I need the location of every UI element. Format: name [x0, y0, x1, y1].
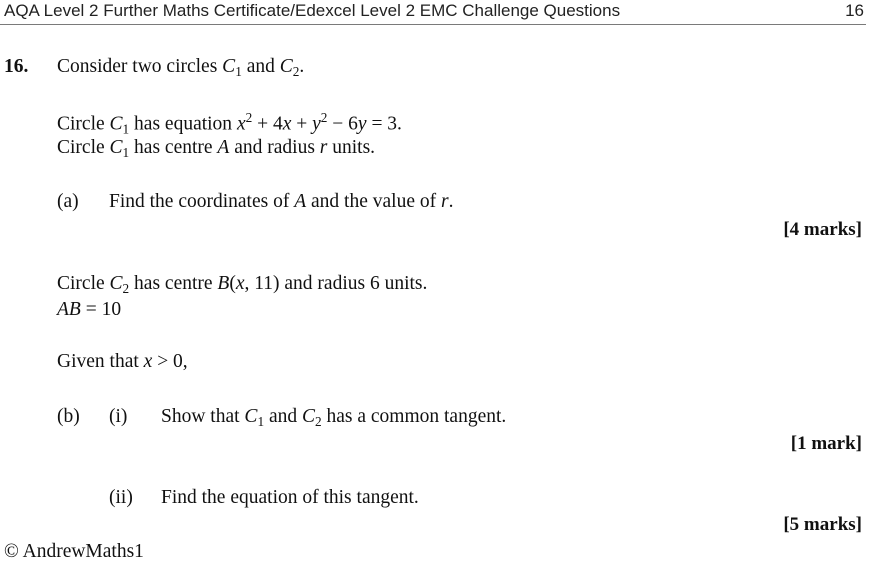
circle-c1-equation: Circle $C_1$ has equation $x^2 + 4x + y^2 - 6y = 3$. — [57, 110, 402, 137]
question-number: 16. — [4, 56, 29, 77]
copyright-footer: © AndrewMaths1 — [4, 541, 144, 562]
header-divider — [0, 24, 866, 25]
part-a-marks: [4 marks] — [783, 219, 862, 240]
ab-distance: AB = 10 — [57, 299, 122, 320]
part-b-ii-marks: [5 marks] — [783, 514, 862, 535]
part-b-ii-text: Find the equation of this tangent. — [161, 487, 419, 508]
part-b-i-label: (i) — [109, 406, 128, 427]
part-b-i-marks: [1 mark] — [790, 433, 862, 454]
circle-c2-centre: Circle $C_2$ has centre B(x, 11) and radius 6 units. — [57, 273, 428, 296]
circle-c1-centre: Circle $C_1$ has centre A and radius r units. — [57, 137, 376, 160]
question-intro: Consider two circles $C_1$ and $C_2$. — [57, 56, 305, 79]
page-header-title: AQA Level 2 Further Maths Certificate/Edexcel Level 2 EMC Challenge Questions — [4, 1, 621, 20]
part-b-label: (b) — [57, 406, 80, 427]
part-a-label: (a) — [57, 191, 79, 212]
part-b-i-text: Show that $C_1$ and $C_2$ has a common tangent. — [161, 406, 507, 429]
part-a-text: Find the coordinates of A and the value of r. — [109, 191, 454, 212]
given-condition: Given that x > 0, — [57, 351, 188, 372]
part-b-ii-label: (ii) — [109, 487, 133, 508]
page-number: 16 — [845, 1, 864, 20]
